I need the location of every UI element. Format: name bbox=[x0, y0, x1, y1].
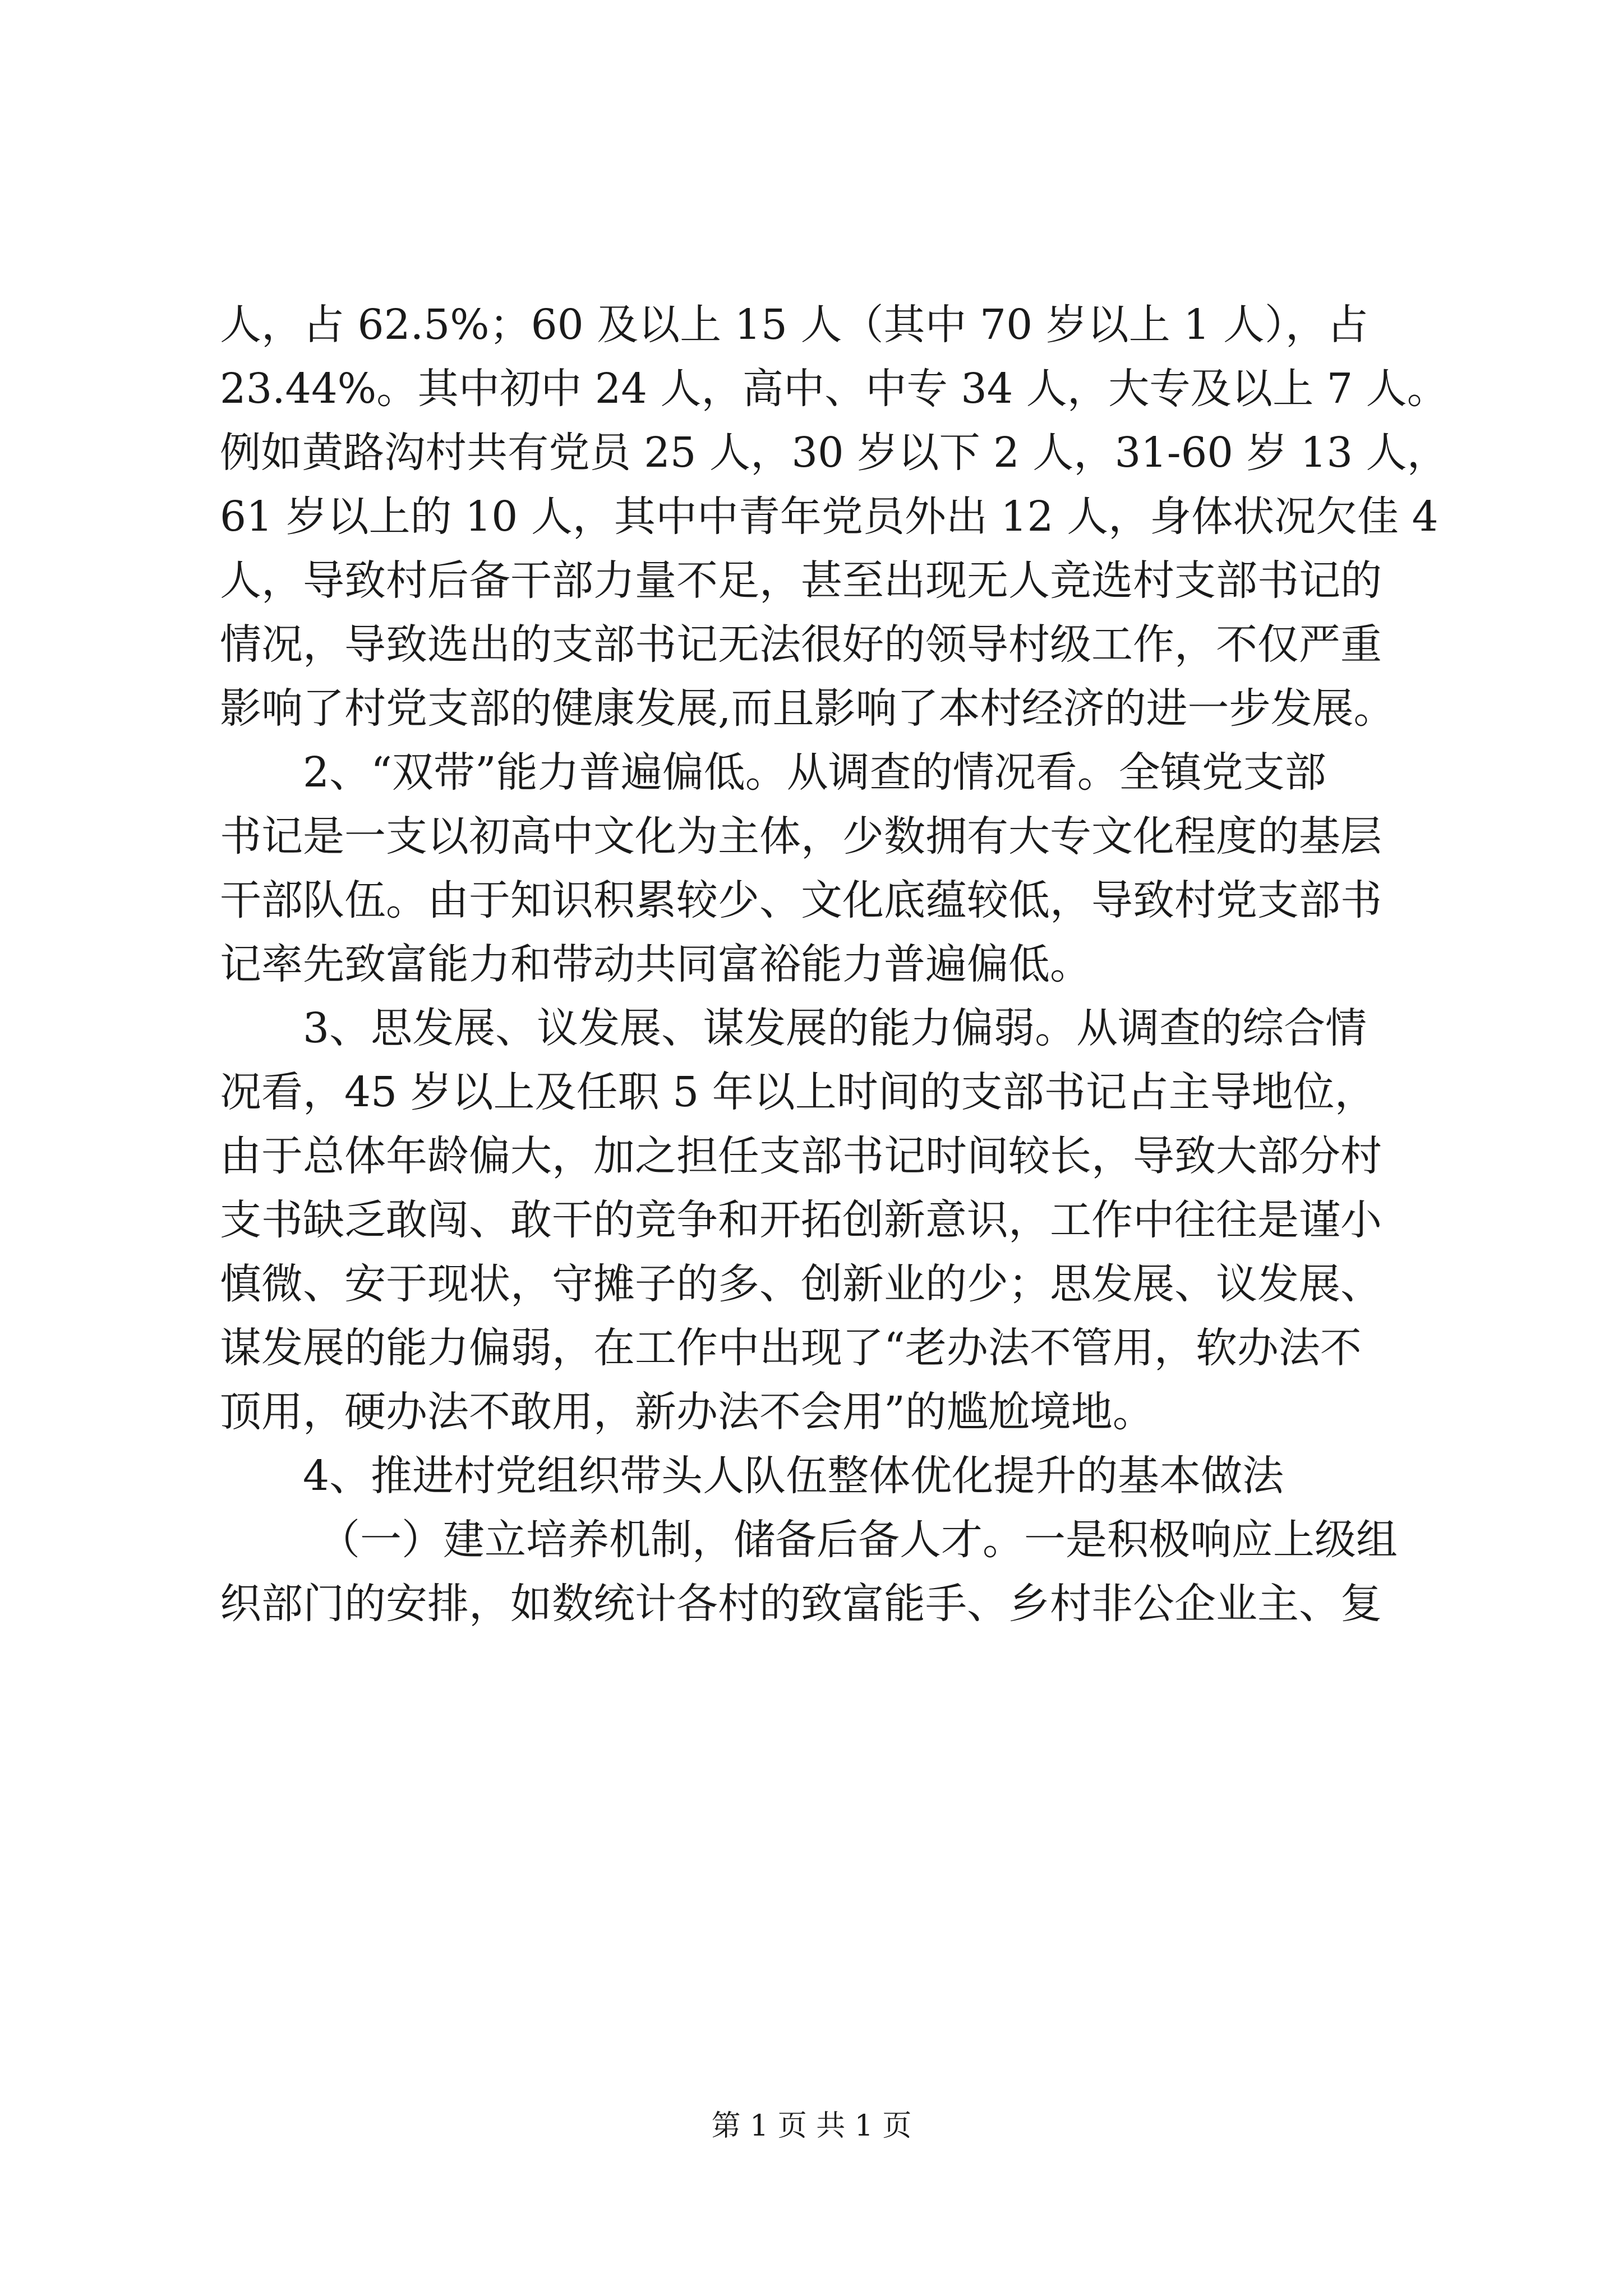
text-line: 人，导致村后备干部力量不足，甚至出现无人竞选村支部书记的 bbox=[220, 556, 1382, 605]
text-line: 61 岁以上的 10 人，其中中青年党员外出 12 人，身体状况欠佳 4 bbox=[220, 493, 1438, 541]
text-line: 影响了村党支部的健康发展,而且影响了本村经济的进一步发展。 bbox=[220, 684, 1395, 733]
section-heading: 4、推进村党组织带头人队伍整体优化提升的基本做法 bbox=[303, 1452, 1284, 1500]
text-line: 例如黄路沟村共有党员 25 人，30 岁以下 2 人，31-60 岁 13 人， bbox=[220, 429, 1448, 477]
paragraph-start-line: 2、“双带”能力普遍偏低。从调查的情况看。全镇党支部 bbox=[303, 748, 1326, 797]
text-line: 支书缺乏敢闯、敢干的竞争和开拓创新意识，工作中往往是谨小 bbox=[220, 1196, 1382, 1244]
text-line: 由于总体年龄偏大，加之担任支部书记时间较长，导致大部分村 bbox=[220, 1132, 1382, 1180]
document-body bbox=[220, 293, 1448, 1636]
text-line: 干部队伍。由于知识积累较少、文化底蕴较低，导致村党支部书 bbox=[220, 876, 1382, 924]
text-line: 记率先致富能力和带动共同富裕能力普遍偏低。 bbox=[220, 940, 1091, 988]
paragraph-start-line: （一）建立培养机制，储备后备人才。一是积极响应上级组 bbox=[319, 1516, 1398, 1564]
text-line: 织部门的安排，如数统计各村的致富能手、乡村非公企业主、复 bbox=[220, 1580, 1382, 1628]
paragraph-start-line: 3、思发展、议发展、谋发展的能力偏弱。从调查的综合情 bbox=[303, 1004, 1367, 1052]
text-line: 书记是一支以初高中文化为主体，少数拥有大专文化程度的基层 bbox=[220, 812, 1382, 861]
text-line: 顶用，硬办法不敢用，新办法不会用”的尴尬境地。 bbox=[220, 1388, 1154, 1436]
text-line: 谋发展的能力偏弱，在工作中出现了“老办法不管用，软办法不 bbox=[220, 1324, 1362, 1372]
text-line: 人，占 62.5%；60 及以上 15 人（其中 70 岁以上 1 人），占 bbox=[220, 301, 1368, 349]
text-line: 情况，导致选出的支部书记无法很好的领导村级工作，不仅严重 bbox=[220, 620, 1382, 669]
text-line: 况看，45 岁以上及任职 5 年以上时间的支部书记占主导地位， bbox=[220, 1068, 1376, 1116]
text-line: 慎微、安于现状，守摊子的多、创新业的少；思发展、议发展、 bbox=[220, 1260, 1382, 1308]
page-footer: 第 1 页 共 1 页 bbox=[711, 2109, 912, 2143]
text-line: 23.44%。其中初中 24 人，高中、中专 34 人，大专及以上 7 人。 bbox=[220, 365, 1448, 413]
